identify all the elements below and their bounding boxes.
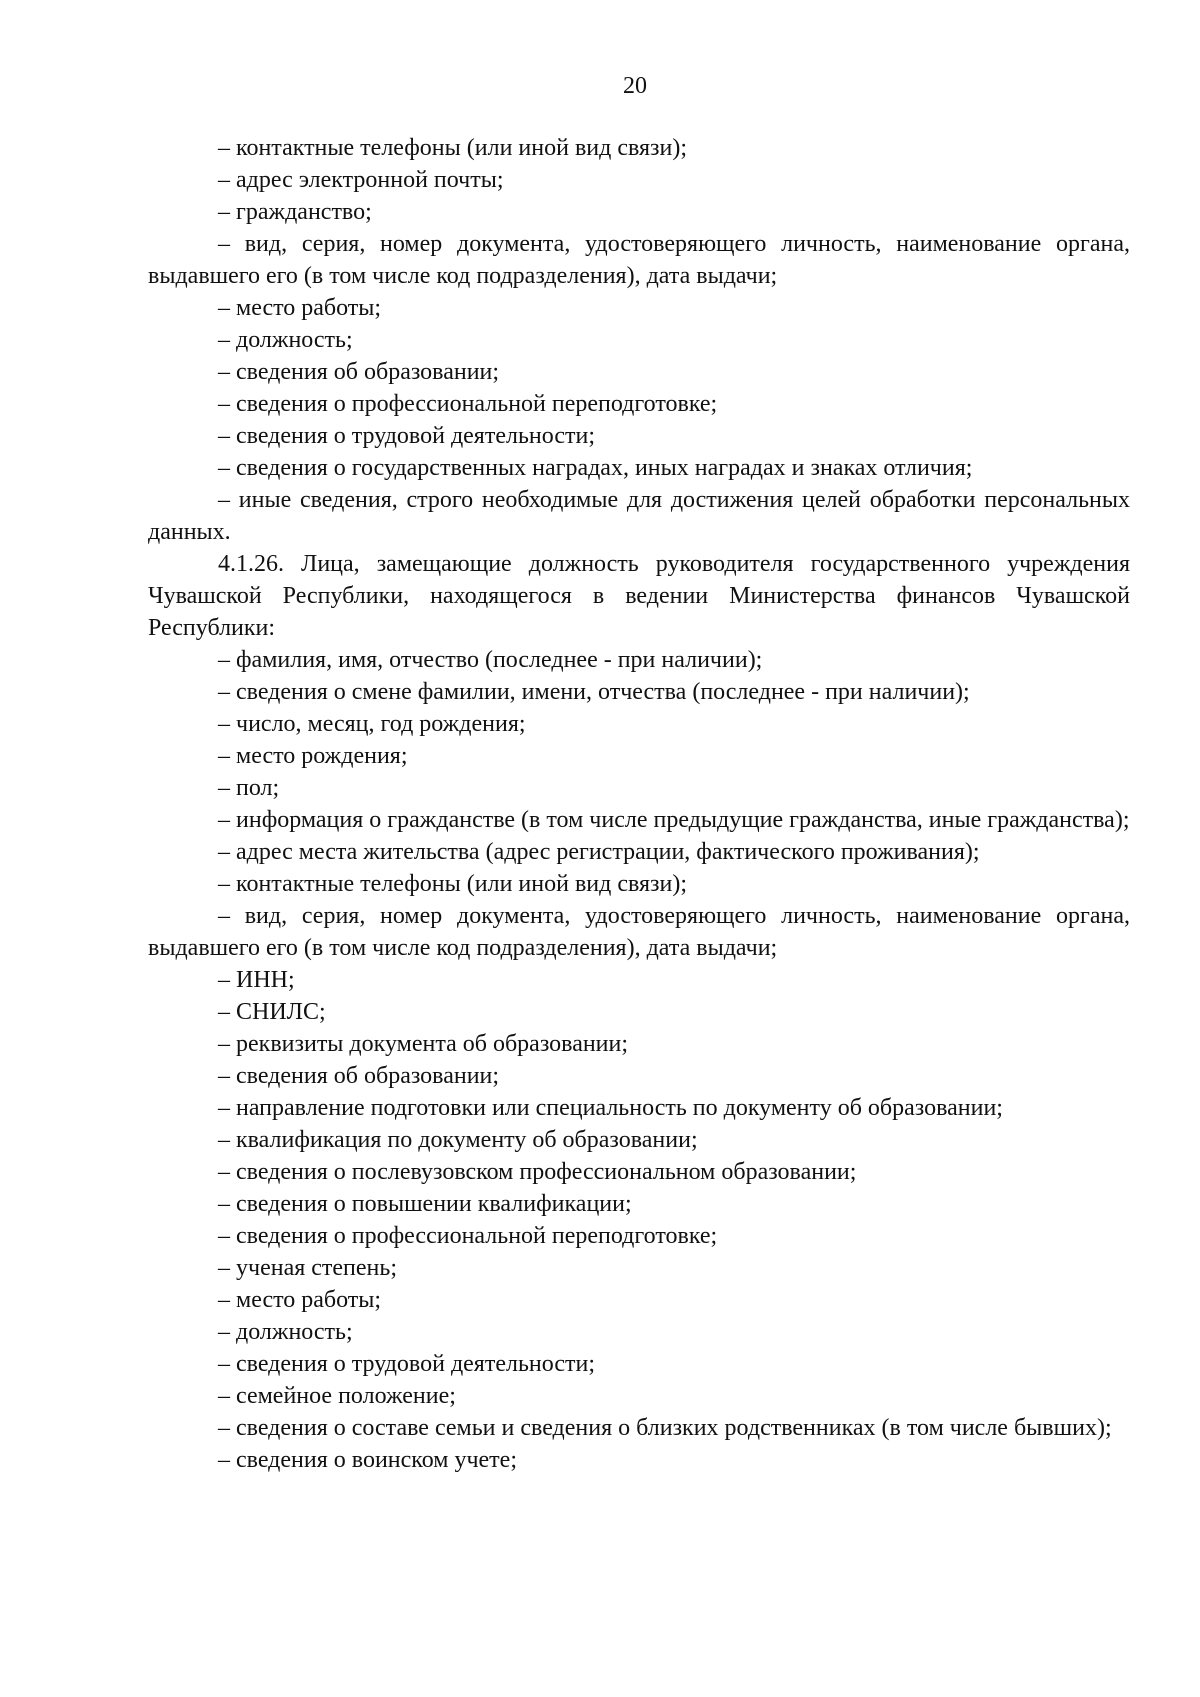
paragraph-inn: – ИНН; bbox=[218, 967, 295, 993]
paragraph-section-4-1-26: 4.1.26. Лица, замещающие должность руководителя государственного учреждения Чувашской Республики, находящегося в ведении Министерства финансов Чувашской Республики: bbox=[148, 551, 1130, 641]
paragraph-work-history: – сведения о трудовой деятельности; bbox=[218, 423, 596, 449]
paragraph-marital-status: – семейное положение; bbox=[218, 1383, 456, 1409]
paragraph-education-2: – сведения об образовании; bbox=[218, 1063, 500, 1089]
paragraph-address: – адрес места жительства (адрес регистрации, фактического проживания); bbox=[218, 839, 980, 865]
paragraph-advanced-training: – сведения о повышении квалификации; bbox=[218, 1191, 632, 1217]
page-number: 20 bbox=[623, 73, 647, 99]
paragraph-retraining: – сведения о профессиональной переподготовке; bbox=[218, 391, 718, 417]
paragraph-specialty: – направление подготовки или специальность по документу об образовании; bbox=[218, 1095, 1003, 1121]
paragraph-work-history-2: – сведения о трудовой деятельности; bbox=[218, 1351, 596, 1377]
paragraph-identity-document-2: – вид, серия, номер документа, удостоверяющего личность, наименование органа, выдавшего его (в том числе код подразделения), дата выдачи; bbox=[148, 903, 1130, 961]
paragraph-education-document: – реквизиты документа об образовании; bbox=[218, 1031, 629, 1057]
paragraph-snils: – СНИЛС; bbox=[218, 999, 326, 1025]
paragraph-family-members: – сведения о составе семьи и сведения о близких родственниках (в том числе бывших); bbox=[218, 1415, 1112, 1441]
document-body bbox=[148, 132, 1130, 1476]
paragraph-email: – адрес электронной почты; bbox=[218, 167, 504, 193]
paragraph-education: – сведения об образовании; bbox=[218, 359, 500, 385]
paragraph-contact-phones-2: – контактные телефоны (или иной вид связи); bbox=[218, 871, 688, 897]
paragraph-citizenship-info: – информация о гражданстве (в том числе предыдущие гражданства, иные гражданства); bbox=[218, 807, 1130, 833]
paragraph-qualification: – квалификация по документу об образовании; bbox=[218, 1127, 698, 1153]
paragraph-identity-document: – вид, серия, номер документа, удостоверяющего личность, наименование органа, выдавшего его (в том числе код подразделения), дата выдачи; bbox=[148, 231, 1130, 289]
paragraph-military-registration: – сведения о воинском учете; bbox=[218, 1447, 517, 1473]
paragraph-birth-place: – место рождения; bbox=[218, 743, 408, 769]
paragraph-awards: – сведения о государственных наградах, иных наградах и знаках отличия; bbox=[218, 455, 973, 481]
paragraph-workplace-2: – место работы; bbox=[218, 1287, 382, 1313]
paragraph-workplace: – место работы; bbox=[218, 295, 382, 321]
paragraph-retraining-2: – сведения о профессиональной переподготовке; bbox=[218, 1223, 718, 1249]
paragraph-other-data: – иные сведения, строго необходимые для достижения целей обработки персональных данных. bbox=[148, 487, 1130, 545]
paragraph-citizenship: – гражданство; bbox=[218, 199, 372, 225]
paragraph-sex: – пол; bbox=[218, 775, 280, 801]
paragraph-postgraduate: – сведения о послевузовском профессиональном образовании; bbox=[218, 1159, 857, 1185]
paragraph-full-name: – фамилия, имя, отчество (последнее - при наличии); bbox=[218, 647, 763, 673]
paragraph-academic-degree: – ученая степень; bbox=[218, 1255, 398, 1281]
paragraph-contact-phones: – контактные телефоны (или иной вид связи); bbox=[218, 135, 688, 161]
paragraph-name-change: – сведения о смене фамилии, имени, отчества (последнее - при наличии); bbox=[218, 679, 970, 705]
paragraph-position: – должность; bbox=[218, 327, 353, 353]
paragraph-birth-date: – число, месяц, год рождения; bbox=[218, 711, 526, 737]
paragraph-position-2: – должность; bbox=[218, 1319, 353, 1345]
